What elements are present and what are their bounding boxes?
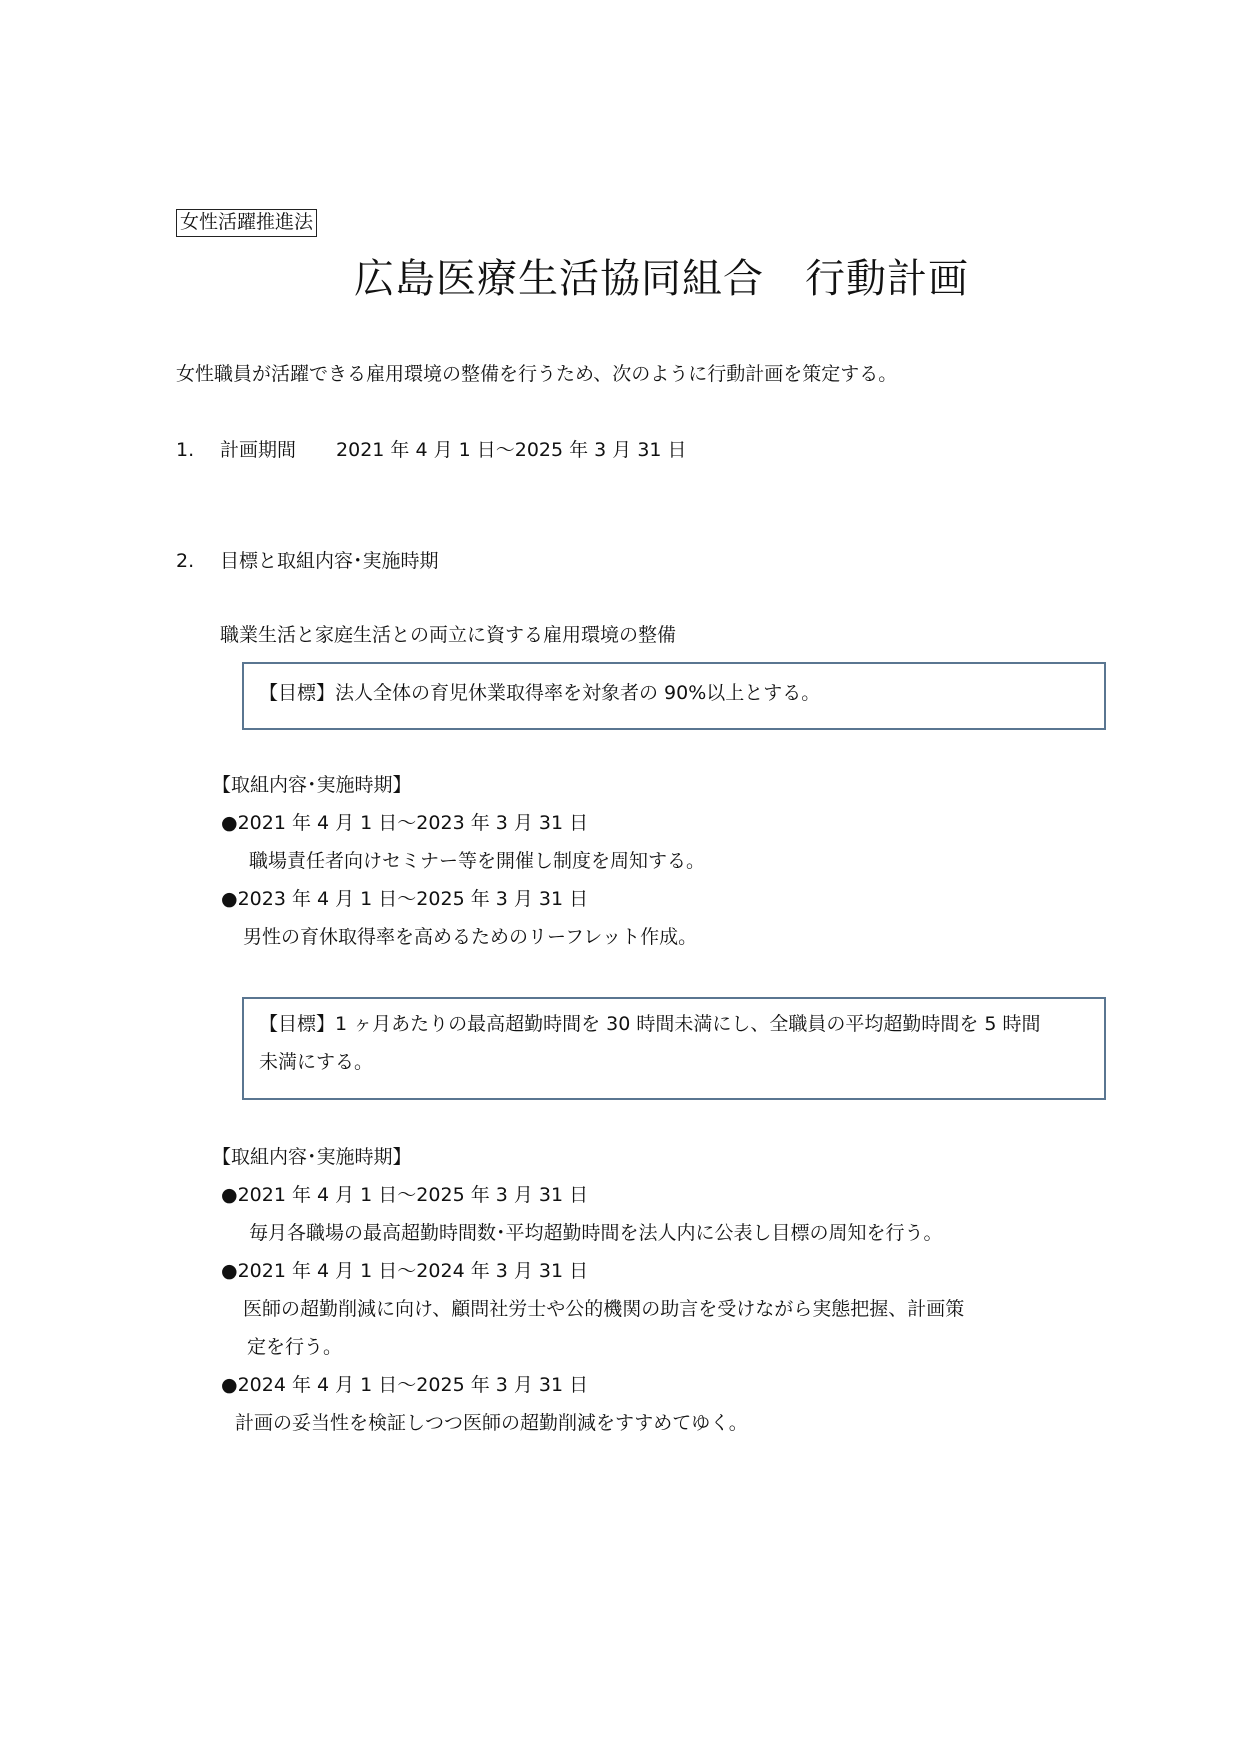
goal-2-text-line2: 未満にする。 <box>259 1051 374 1073</box>
measure-2-2-desc-line1: 医師の超勤削減に向け、顧問社労士や公的機関の助言を受けながら実態把握、計画策 <box>243 1298 965 1320</box>
intro-text: 女性職員が活躍できる雇用環境の整備を行うため、次のように行動計画を策定する。 <box>176 363 898 385</box>
measure-2-3-desc: 計画の妥当性を検証しつつ医師の超勤削減をすすめてゆく。 <box>235 1412 748 1434</box>
measure-2-2-desc-line2: 定を行う。 <box>247 1336 343 1358</box>
section-subheading: 職業生活と家庭生活との両立に資する雇用環境の整備 <box>220 624 677 646</box>
law-tag: 女性活躍推進法 <box>176 209 317 237</box>
goal-1-text: 【目標】法人全体の育児休業取得率を対象者の 90%以上とする。 <box>259 682 821 704</box>
plan-period-value: 2021 年 4 月 1 日～2025 年 3 月 31 日 <box>336 439 687 461</box>
measure-2-1-desc: 毎月各職場の最高超勤時間数･平均超勤時間を法人内に公表し目標の周知を行う。 <box>249 1222 943 1244</box>
measure-2-1-period: ●2021 年 4 月 1 日～2025 年 3 月 31 日 <box>221 1184 589 1206</box>
measure-1-1-desc: 職場責任者向けセミナー等を開催し制度を周知する。 <box>249 850 706 872</box>
section-number: 2. <box>176 550 195 572</box>
page-title: 広島医療生活協同組合 行動計画 <box>354 256 969 302</box>
section-label: 計画期間 <box>220 439 297 461</box>
measure-2-2-period: ●2021 年 4 月 1 日～2024 年 3 月 31 日 <box>221 1260 589 1282</box>
section-plan-period <box>176 439 687 462</box>
measure-1-2-period: ●2023 年 4 月 1 日～2025 年 3 月 31 日 <box>221 888 589 910</box>
goal-box-2 <box>242 997 1106 1100</box>
measure-1-2-desc: 男性の育休取得率を高めるためのリーフレット作成。 <box>243 926 698 948</box>
measure-2-3-period: ●2024 年 4 月 1 日～2025 年 3 月 31 日 <box>221 1374 589 1396</box>
section-goals <box>176 550 439 573</box>
goal-box-1 <box>242 662 1106 730</box>
section-label: 目標と取組内容･実施時期 <box>220 550 439 572</box>
section-number: 1. <box>176 439 195 461</box>
goal-2-text-line1: 【目標】1 ヶ月あたりの最高超勤時間を 30 時間未満にし、全職員の平均超勤時間を 5 時間 <box>259 1013 1041 1035</box>
measures-label-2: 【取組内容･実施時期】 <box>212 1146 412 1168</box>
measure-1-1-period: ●2021 年 4 月 1 日～2023 年 3 月 31 日 <box>221 812 589 834</box>
measures-label-1: 【取組内容･実施時期】 <box>212 774 412 796</box>
